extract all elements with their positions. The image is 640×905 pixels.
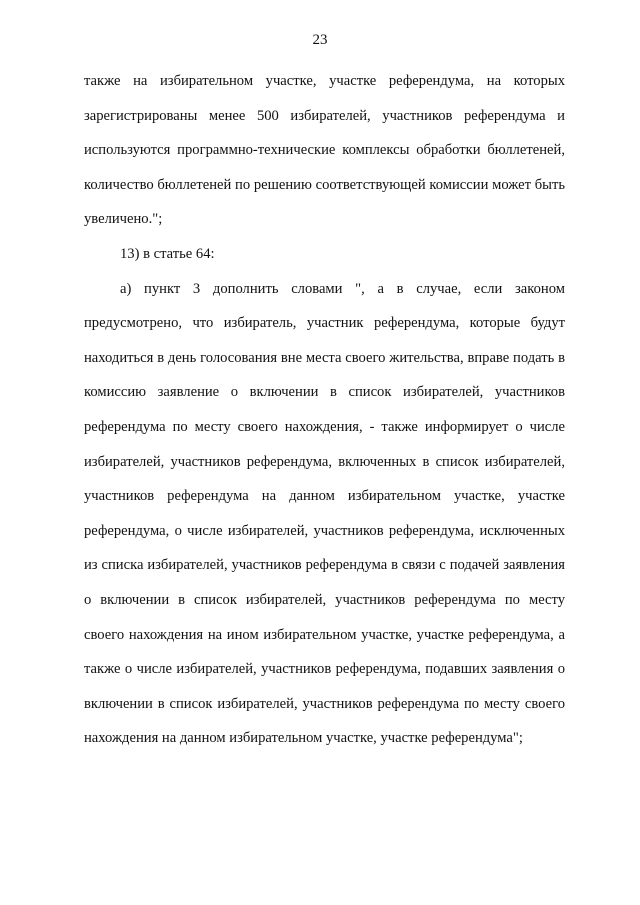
paragraph-item-13: 13) в статье 64: (120, 245, 215, 262)
document-body (84, 64, 565, 756)
paragraph-item-13a: а) пункт 3 дополнить словами ", а в случае, если законом предусмотрено, что избиратель, участник референдума, которые будут находиться в день голосования вне места своего жительства, вправе подать в комиссию заявление о включении в список избирателей, участников референдума по месту своего нахождения, - также информирует о числе избирателей, участников референдума, включенных в список избирателей, участников референдума на данном избирательном участке, участке референдума, о числе избирателей, участников референдума, исключенных из списка избирателей, участников референдума в связи с подачей заявления о включении в список избирателей, участников референдума по месту своего нахождения на ином избирательном участке, участке референдума, а также о числе избирателей, участников референдума, подавших заявления о включении в список избирателей, участников референдума по месту своего нахождения на данном избирательном участке, участке референдума"; (84, 280, 565, 747)
page-number: 23 (312, 32, 328, 48)
paragraph-continuation: также на избирательном участке, участке референдума, на которых зарегистрированы менее 500 избирателей, участников референдума и используются программно-технические комплексы обработки бюллетеней, количество бюллетеней по решению соответствующей комиссии может быть увеличено."; (84, 73, 565, 228)
